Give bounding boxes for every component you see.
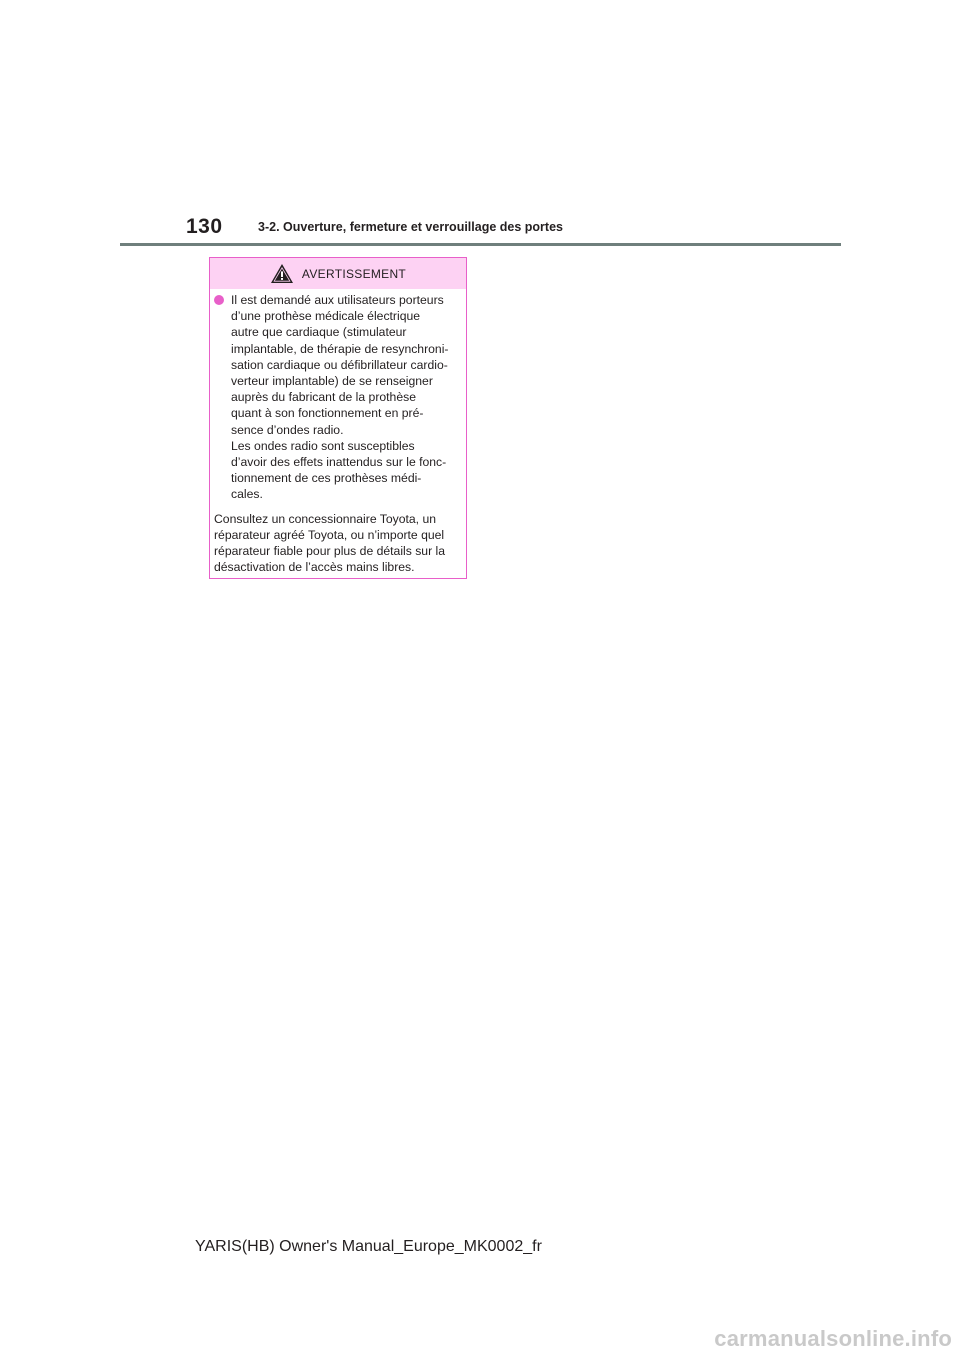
- bullet-line: sation cardiaque ou défibrillateur cardio-: [231, 357, 448, 372]
- note-line: réparateur fiable pour plus de détails sur la: [214, 544, 446, 559]
- bullet-line: autre que cardiaque (stimulateur: [231, 325, 407, 340]
- footer-manual-name: YARIS(HB) Owner's Manual_Europe_MK0002_fr: [195, 1238, 542, 1255]
- warning-title: AVERTISSEMENT: [301, 266, 407, 281]
- warning-body: [210, 289, 466, 575]
- bullet-line: cales.: [231, 487, 263, 502]
- bullet-line: tionnement de ces prothèses médi-: [231, 471, 422, 486]
- bullet-line: auprès du fabricant de la prothèse: [231, 390, 416, 405]
- note-line: réparateur agréé Toyota, ou n’importe quel: [214, 527, 445, 542]
- bullet-line: verteur implantable) de se renseigner: [231, 374, 433, 389]
- section-title: 3-2. Ouverture, fermeture et verrouillage des portes: [258, 220, 563, 234]
- header-rule: [120, 243, 841, 246]
- bullet-line: implantable, de thérapie de resynchroni-: [231, 341, 449, 356]
- bullet-line: Il est demandé aux utilisateurs porteurs: [231, 293, 444, 307]
- note-line: désactivation de l’accès mains libres.: [214, 560, 415, 575]
- page-number: 130: [186, 215, 223, 238]
- note-paragraph: [214, 511, 460, 576]
- bullet-dot-icon: [214, 295, 224, 305]
- warning-box: [209, 257, 467, 579]
- warning-header: [210, 258, 466, 289]
- bullet-item: [214, 292, 460, 503]
- bullet-line: d’une prothèse médicale électrique: [231, 309, 421, 324]
- bullet-line: Les ondes radio sont susceptibles: [231, 438, 415, 453]
- note-line: Consultez un concessionnaire Toyota, un: [214, 511, 436, 526]
- watermark-text: carmanualsonline.info: [714, 1326, 952, 1351]
- bullet-line: d’avoir des effets inattendus sur le fonc-: [231, 455, 447, 470]
- bullet-line: quant à son fonctionnement en pré-: [231, 406, 424, 421]
- warning-triangle-icon: [270, 263, 294, 284]
- bullet-line: sence d’ondes radio.: [231, 422, 344, 437]
